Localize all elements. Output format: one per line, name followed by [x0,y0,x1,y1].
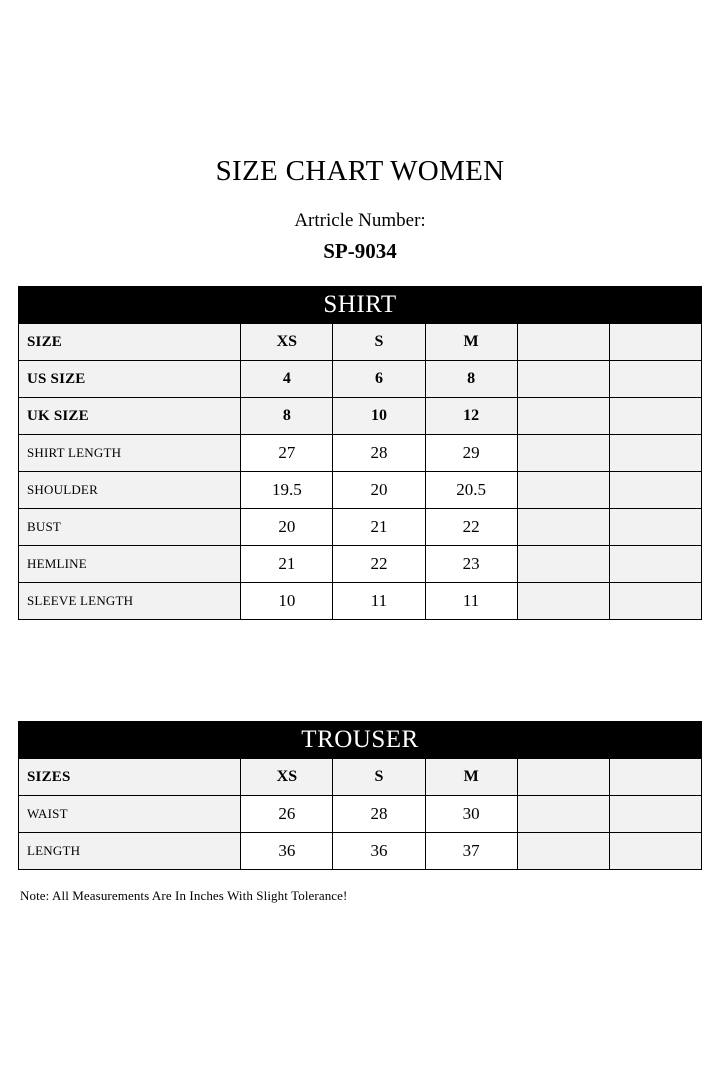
trouser-banner-label: TROUSER [19,722,702,759]
row-label: UK SIZE [19,398,241,435]
table-row [19,509,702,546]
row-value: 26 [241,796,333,833]
row-value: 21 [241,546,333,583]
trouser-table-container [18,721,702,870]
row-value: 12 [425,398,517,435]
row-label: US SIZE [19,361,241,398]
row-label: HEMLINE [19,546,241,583]
table-row [19,361,702,398]
row-value: 10 [241,583,333,620]
row-value: 29 [425,435,517,472]
table-row [19,546,702,583]
row-value: 30 [425,796,517,833]
table-row [19,796,702,833]
row-label: SIZE [19,324,241,361]
row-value [517,435,609,472]
table-row [19,759,702,796]
row-value: M [425,759,517,796]
row-value [609,435,701,472]
row-value: 19.5 [241,472,333,509]
row-value: S [333,324,425,361]
row-value: 8 [241,398,333,435]
row-value [609,472,701,509]
row-value: 11 [425,583,517,620]
row-label: SHIRT LENGTH [19,435,241,472]
row-value [609,759,701,796]
row-value [609,796,701,833]
page-title: SIZE CHART WOMEN [215,155,505,187]
row-value [517,398,609,435]
row-value: M [425,324,517,361]
row-label: LENGTH [19,833,241,870]
row-value [609,324,701,361]
row-value: 28 [333,796,425,833]
row-value: 21 [333,509,425,546]
row-value [609,833,701,870]
row-value: 10 [333,398,425,435]
row-value [609,509,701,546]
measurement-note: Note: All Measurements Are In Inches With Slight Tolerance! [20,888,348,903]
shirt-size-table [18,286,702,620]
row-value: 20 [333,472,425,509]
row-value: XS [241,324,333,361]
row-value [517,759,609,796]
row-value [609,361,701,398]
shirt-banner-label: SHIRT [19,287,702,324]
row-value: XS [241,759,333,796]
table-row [19,583,702,620]
article-number-value: SP-9034 [323,239,397,263]
table-banner-row [19,287,702,324]
row-value: 11 [333,583,425,620]
row-value [517,324,609,361]
row-value [517,546,609,583]
row-value: 20.5 [425,472,517,509]
row-value: 37 [425,833,517,870]
row-value [517,472,609,509]
row-value: 36 [241,833,333,870]
row-value [609,583,701,620]
row-label: BUST [19,509,241,546]
row-label: SLEEVE LENGTH [19,583,241,620]
row-value: 36 [333,833,425,870]
table-row [19,435,702,472]
table-row [19,472,702,509]
row-value [609,546,701,583]
row-label: SHOULDER [19,472,241,509]
row-value: 20 [241,509,333,546]
shirt-table-container [18,286,702,620]
row-value [517,361,609,398]
row-value: 22 [425,509,517,546]
row-label: WAIST [19,796,241,833]
row-value: 27 [241,435,333,472]
row-value [517,583,609,620]
row-value: 6 [333,361,425,398]
row-value [517,833,609,870]
table-row [19,833,702,870]
table-banner-row [19,722,702,759]
row-value: S [333,759,425,796]
row-value: 22 [333,546,425,583]
row-value: 8 [425,361,517,398]
table-row [19,398,702,435]
article-number-label: Artricle Number: [294,210,426,231]
row-value [517,509,609,546]
table-row [19,324,702,361]
row-value: 28 [333,435,425,472]
row-value: 23 [425,546,517,583]
trouser-size-table [18,721,702,870]
row-label: SIZES [19,759,241,796]
row-value: 4 [241,361,333,398]
row-value [609,398,701,435]
row-value [517,796,609,833]
